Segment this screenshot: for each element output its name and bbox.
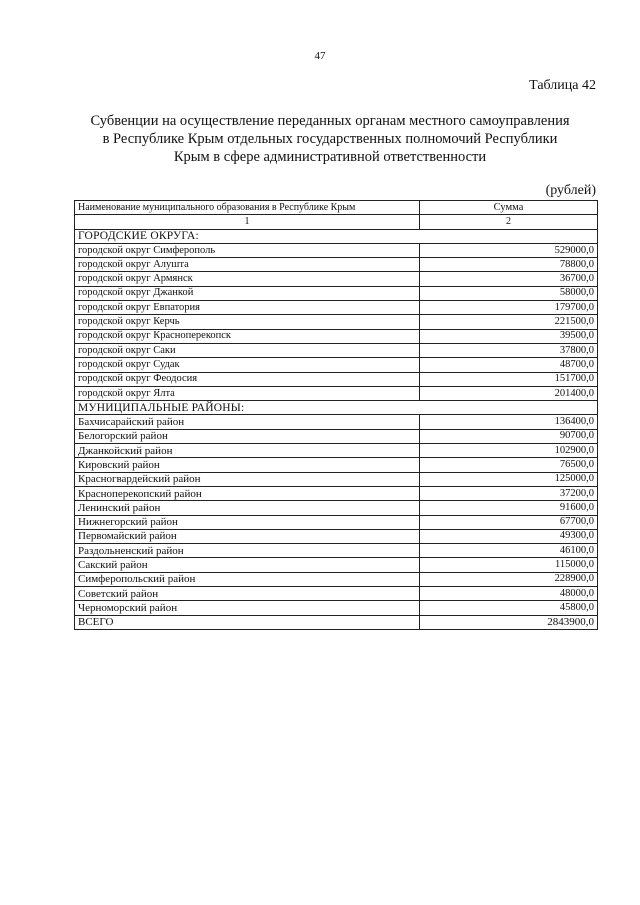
amount-value: 102900,0 (420, 444, 598, 458)
table-row (75, 501, 598, 515)
section-label: МУНИЦИПАЛЬНЫЕ РАЙОНЫ: (75, 401, 598, 415)
amount-value: 78800,0 (420, 258, 598, 272)
municipality-name: Сакский район (75, 558, 420, 572)
amount-value: 67700,0 (420, 515, 598, 529)
municipality-name: Красногвардейский район (75, 472, 420, 486)
amount-value: 46100,0 (420, 544, 598, 558)
table-label: Таблица 42 (529, 78, 596, 93)
table-row (75, 486, 598, 500)
table-row (75, 258, 598, 272)
section-label: ГОРОДСКИЕ ОКРУГА: (75, 229, 598, 243)
municipality-name: Ленинский район (75, 501, 420, 515)
table-row (75, 358, 598, 372)
table-row (75, 544, 598, 558)
amount-value: 49300,0 (420, 529, 598, 543)
table-row (75, 529, 598, 543)
table-row (75, 558, 598, 572)
table-row (75, 572, 598, 586)
municipality-name: городской округ Феодосия (75, 372, 420, 386)
amount-value: 125000,0 (420, 472, 598, 486)
municipality-name: Нижнегорский район (75, 515, 420, 529)
amount-value: 48000,0 (420, 587, 598, 601)
municipality-name: Красноперекопский район (75, 486, 420, 500)
table-row (75, 343, 598, 357)
amount-value: 39500,0 (420, 329, 598, 343)
table-row (75, 329, 598, 343)
table-row (75, 587, 598, 601)
municipality-name: городской округ Ялта (75, 386, 420, 400)
table-row (75, 601, 598, 615)
municipality-name: Бахчисарайский район (75, 415, 420, 429)
municipality-name: Черноморский район (75, 601, 420, 615)
column-header-sum: Сумма (420, 201, 598, 215)
amount-value: 45800,0 (420, 601, 598, 615)
table-header-row (75, 201, 598, 215)
column-number: 2 (420, 215, 598, 229)
municipality-name: Раздольненский район (75, 544, 420, 558)
column-number: 1 (75, 215, 420, 229)
amount-value: 221500,0 (420, 315, 598, 329)
table-row (75, 429, 598, 443)
table-row (75, 458, 598, 472)
amount-value: 529000,0 (420, 243, 598, 257)
municipality-name: городской округ Судак (75, 358, 420, 372)
document-title (60, 112, 600, 166)
table-row (75, 515, 598, 529)
subventions-table (74, 200, 598, 630)
amount-value: 201400,0 (420, 386, 598, 400)
total-label: ВСЕГО (75, 615, 420, 629)
total-row (75, 615, 598, 629)
amount-value: 58000,0 (420, 286, 598, 300)
amount-value: 151700,0 (420, 372, 598, 386)
municipality-name: Симферопольский район (75, 572, 420, 586)
municipality-name: городской округ Керчь (75, 315, 420, 329)
municipality-name: городской округ Евпатория (75, 301, 420, 315)
municipality-name: городской округ Саки (75, 343, 420, 357)
municipality-name: городской округ Джанкой (75, 286, 420, 300)
amount-value: 228900,0 (420, 572, 598, 586)
table-row (75, 415, 598, 429)
municipality-name: Советский район (75, 587, 420, 601)
municipality-name: Кировский район (75, 458, 420, 472)
table-row (75, 272, 598, 286)
municipality-name: Белогорский район (75, 429, 420, 443)
title-line: в Республике Крым отдельных государственных полномочий Республики (102, 131, 558, 147)
amount-value: 115000,0 (420, 558, 598, 572)
amount-value: 37800,0 (420, 343, 598, 357)
table-row (75, 444, 598, 458)
municipality-name: городской округ Алушта (75, 258, 420, 272)
total-amount: 2843900,0 (420, 615, 598, 629)
amount-value: 90700,0 (420, 429, 598, 443)
title-line: Субвенции на осуществление переданных органам местного самоуправления (90, 113, 570, 129)
table-row (75, 472, 598, 486)
amount-value: 37200,0 (420, 486, 598, 500)
column-header-name: Наименование муниципального образования в Республике Крым (75, 201, 420, 215)
amount-value: 76500,0 (420, 458, 598, 472)
municipality-name: городской округ Красноперекопск (75, 329, 420, 343)
table-row (75, 386, 598, 400)
municipality-name: городской округ Симферополь (75, 243, 420, 257)
amount-value: 179700,0 (420, 301, 598, 315)
table-row (75, 243, 598, 257)
amount-value: 48700,0 (420, 358, 598, 372)
amount-value: 91600,0 (420, 501, 598, 515)
title-line: Крым в сфере административной ответственности (173, 149, 487, 165)
municipality-name: Джанкойский район (75, 444, 420, 458)
column-number-row (75, 215, 598, 229)
municipality-name: городской округ Армянск (75, 272, 420, 286)
table-row (75, 372, 598, 386)
section-row-districts (75, 401, 598, 415)
units-label: (рублей) (545, 183, 596, 198)
amount-value: 36700,0 (420, 272, 598, 286)
table-row (75, 315, 598, 329)
section-row-cities (75, 229, 598, 243)
amount-value: 136400,0 (420, 415, 598, 429)
page-number: 47 (314, 50, 326, 62)
municipality-name: Первомайский район (75, 529, 420, 543)
table-row (75, 301, 598, 315)
table-row (75, 286, 598, 300)
